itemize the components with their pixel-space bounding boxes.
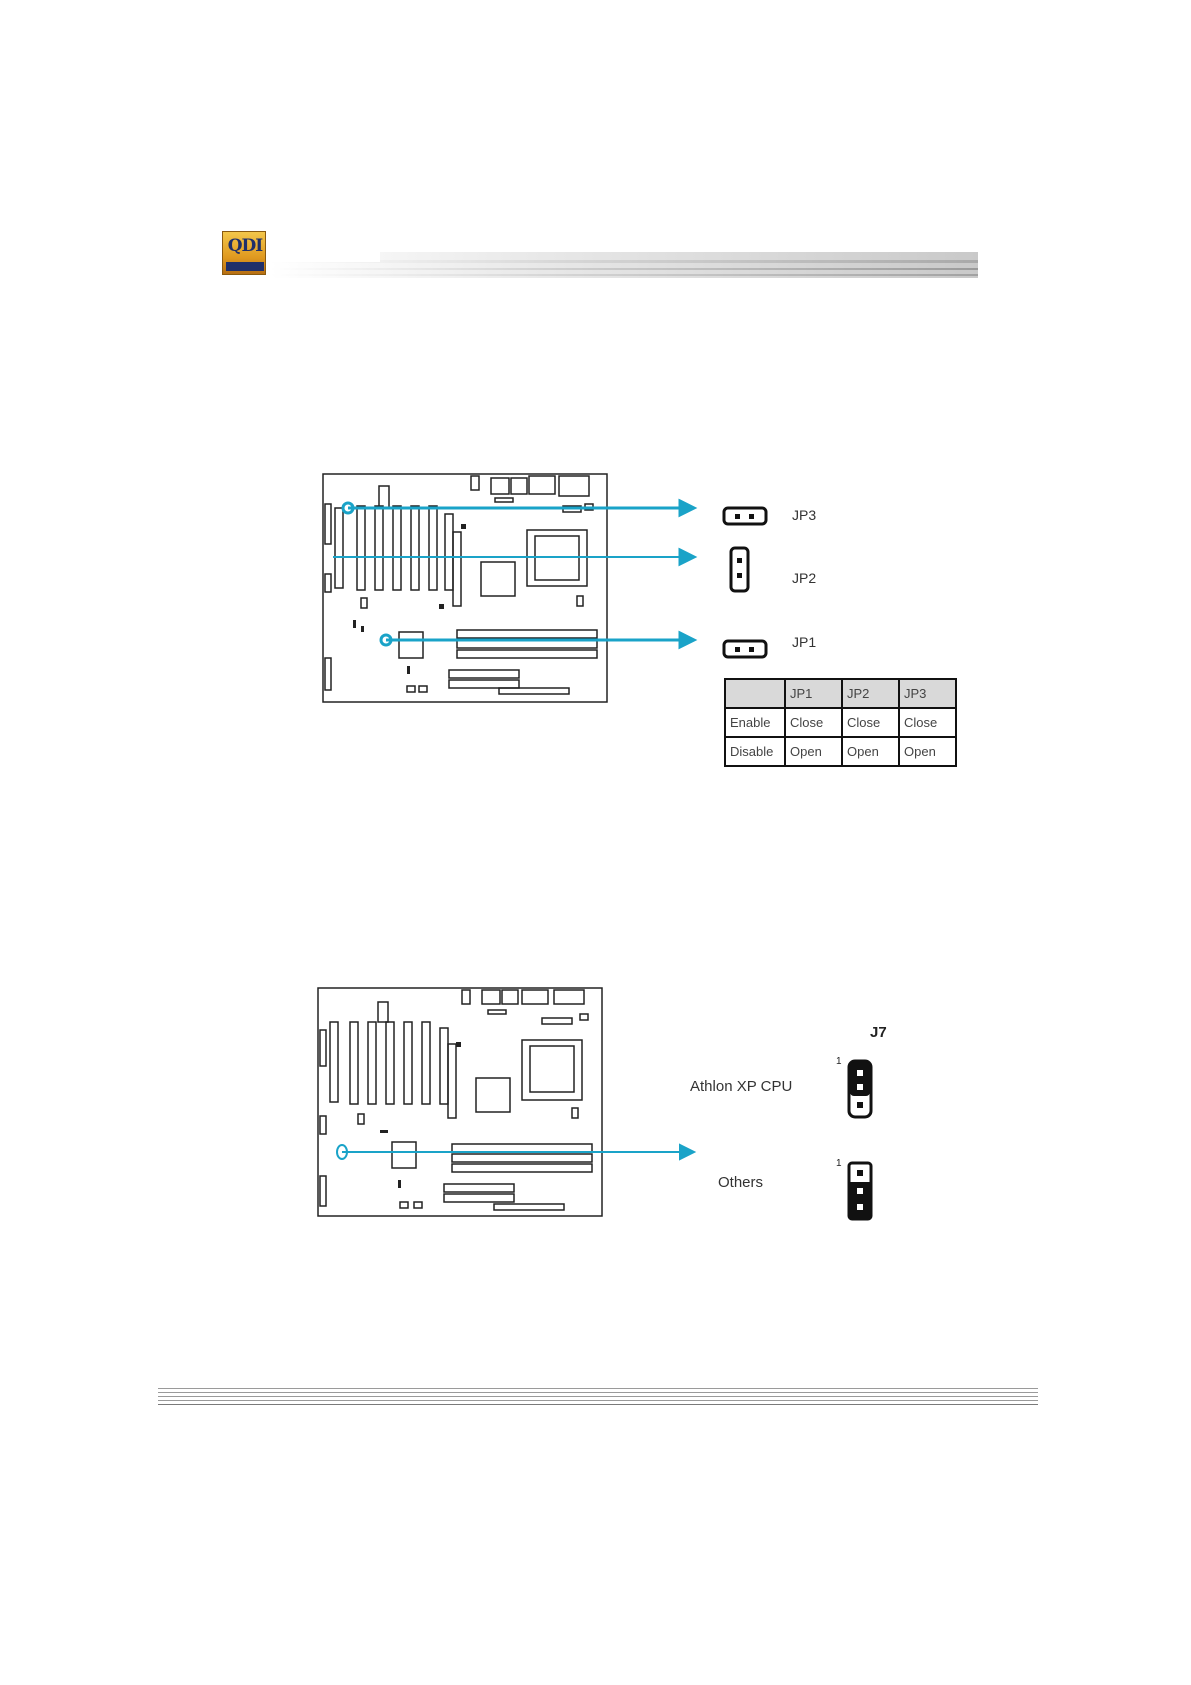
jumper-jp3-icon [722,505,770,527]
table-row [725,708,956,737]
table-header-row [725,679,956,708]
j7-title: J7 [870,1024,887,1041]
jumper-jp1-icon [722,638,770,660]
table-cell: Close [899,708,956,737]
table-row [725,737,956,766]
jumper-jp1-label: JP1 [792,634,817,650]
jumper-jp3-label: JP3 [792,507,817,523]
table-cell: JP3 [899,679,956,708]
table-cell: JP2 [842,679,899,708]
table-cell: Open [899,737,956,766]
logo-text: QDI [227,236,263,256]
qdi-logo [222,231,266,275]
table-cell: JP1 [785,679,842,708]
motherboard-diagram-2 [310,984,610,1222]
table-cell: Enable [725,708,785,737]
jumper-jp2-icon [728,546,752,594]
jumper-settings-table [724,678,957,767]
footer-rule [158,1388,1038,1408]
table-cell: Close [785,708,842,737]
table-cell: Disable [725,737,785,766]
table-cell [725,679,785,708]
pin-one-label: 1 [836,1056,842,1067]
table-cell: Open [842,737,899,766]
logo-strip [226,262,264,271]
athlon-xp-label: Athlon XP CPU [690,1078,793,1095]
table-cell: Open [785,737,842,766]
j7-jumper-athlon-icon [846,1058,876,1122]
jumper-arrows-1 [330,498,700,658]
jumper-jp2-label: JP2 [792,570,817,586]
others-label: Others [718,1174,764,1191]
j7-jumper-others-icon [846,1160,876,1224]
table-cell: Close [842,708,899,737]
pin-one-label-2: 1 [836,1158,842,1169]
j7-arrow [330,1140,700,1164]
